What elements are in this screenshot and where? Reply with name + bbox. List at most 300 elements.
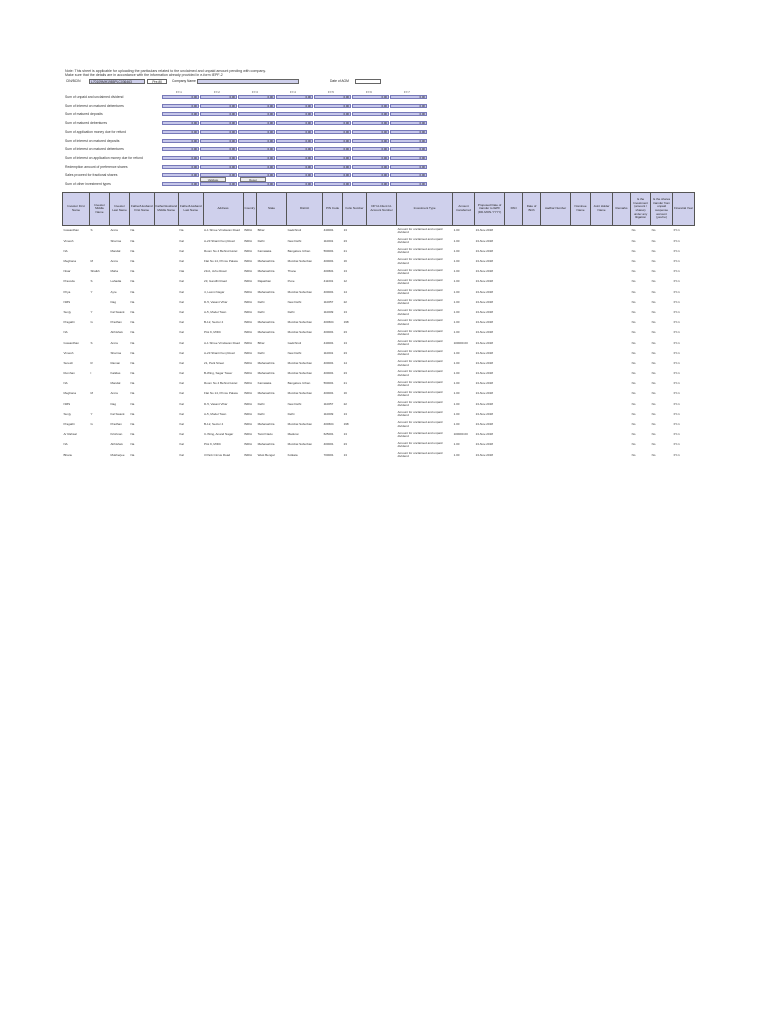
table-cell[interactable]: Na [130,401,135,406]
table-cell[interactable] [591,236,613,246]
table-cell[interactable]: Arora [110,391,118,396]
table-cell[interactable]: Room No 4 Behind Hotel [204,248,238,253]
table-cell[interactable]: No [651,360,656,365]
table-cell[interactable]: Mumbai Suburban [287,391,313,396]
table-cell[interactable] [571,308,591,318]
table-cell[interactable] [154,318,179,328]
table-cell[interactable]: Kal [179,340,184,345]
table-cell[interactable]: INDIA [244,309,253,314]
table-cell[interactable] [367,358,397,368]
table-cell[interactable]: Mandal [110,248,121,253]
table-cell[interactable]: 13-Nov-2018 [475,401,493,406]
table-cell[interactable] [523,287,541,297]
table-cell[interactable]: No [651,259,656,263]
table-cell[interactable] [541,420,571,430]
table-cell[interactable] [154,369,179,379]
table-cell[interactable]: Sharma [110,238,122,243]
table-cell[interactable] [541,287,571,297]
table-cell[interactable]: Bangalore Urban [287,381,311,386]
table-cell[interactable]: FY-1 [673,269,680,274]
table-cell[interactable]: G [90,320,93,325]
table-cell[interactable]: Maharashtra [257,422,275,426]
table-cell[interactable]: Delhi [257,309,265,314]
table-cell[interactable]: No [631,432,636,437]
table-cell[interactable]: No [651,411,656,416]
table-cell[interactable]: Mumbai Suburban [287,442,313,447]
table-cell[interactable]: No [651,289,656,294]
table-cell[interactable]: Kal [179,350,184,355]
table-cell[interactable]: No [631,259,636,263]
table-cell[interactable]: Mumbai Suburban [287,320,313,325]
table-cell[interactable] [367,267,397,277]
table-cell[interactable] [367,450,397,460]
table-cell[interactable]: INDIA [244,320,253,325]
table-cell[interactable] [591,430,613,440]
table-cell[interactable]: Rajasthan [257,279,272,284]
table-cell[interactable] [90,379,110,389]
table-cell[interactable]: Flat No 14, Prince Palace [204,259,239,263]
table-cell[interactable]: Bangalore Urban [287,248,311,253]
table-cell[interactable]: A-1 Shree Vrindavan Road [204,340,240,345]
table-cell[interactable]: Maharashtra [257,289,275,294]
table-cell[interactable]: 1.00 [453,309,460,314]
table-cell[interactable]: No [651,422,656,426]
table-cell[interactable]: No [631,238,636,243]
table-cell[interactable] [613,277,631,287]
table-cell[interactable]: M [90,259,93,263]
table-cell[interactable]: No [651,320,656,325]
table-cell[interactable]: 13-Nov-2018 [475,391,493,396]
table-cell[interactable]: Dag [110,401,117,406]
table-cell[interactable] [505,399,523,409]
table-cell[interactable]: Mumbai Suburban [287,422,313,426]
table-cell[interactable]: 13-Nov-2018 [475,432,493,437]
table-cell[interactable] [613,226,631,237]
table-cell[interactable] [591,257,613,267]
table-cell[interactable]: New Delhi [287,238,302,243]
table-cell[interactable]: Bhanu [63,452,73,457]
table-cell[interactable]: Krishnan [110,432,123,437]
table-cell[interactable] [367,379,397,389]
table-cell[interactable]: No [651,340,656,345]
table-cell[interactable] [571,328,591,338]
table-cell[interactable]: 13-Nov-2018 [475,411,493,416]
table-cell[interactable]: Gowardhan [63,228,80,233]
table-cell[interactable]: New Delhi [287,401,302,406]
table-cell[interactable]: No [651,309,656,314]
table-cell[interactable] [505,440,523,450]
table-cell[interactable]: INDIA [244,269,253,274]
table-cell[interactable]: 400001 [323,289,334,294]
table-cell[interactable]: NA [63,330,68,335]
table-cell[interactable] [541,348,571,358]
table-cell[interactable]: Nisar [63,269,71,274]
table-cell[interactable]: No [631,299,636,304]
table-cell[interactable] [613,328,631,338]
table-cell[interactable]: Maharashtra [257,259,275,263]
table-cell[interactable]: Maharashtra [257,442,275,447]
table-cell[interactable]: Kal [179,452,184,457]
table-cell[interactable]: FY-1 [673,228,680,233]
table-cell[interactable]: 400001 [323,330,334,335]
table-cell[interactable] [154,246,179,256]
table-cell[interactable]: Amount for unclaimed and unpaid dividend [397,349,443,357]
table-cell[interactable]: No [631,350,636,355]
table-cell[interactable]: No [651,238,656,243]
table-cell[interactable] [541,430,571,440]
table-cell[interactable]: 1.00 [453,442,460,447]
table-cell[interactable]: FY-1 [673,309,680,314]
table-cell[interactable] [90,236,110,246]
table-cell[interactable] [505,236,523,246]
table-cell[interactable]: Na [130,299,135,304]
table-cell[interactable]: INDIA [244,381,253,386]
table-cell[interactable]: 1.00 [453,371,460,376]
table-cell[interactable]: Karnataka [257,381,272,386]
table-cell[interactable] [591,379,613,389]
table-cell[interactable]: INDIA [244,330,253,335]
table-cell[interactable] [571,287,591,297]
table-cell[interactable]: Amount for unclaimed and unpaid dividend [397,450,443,459]
table-cell[interactable]: Kal [179,442,184,447]
table-cell[interactable]: FY-1 [673,340,680,345]
table-cell[interactable]: 411001 [323,279,334,284]
table-cell[interactable] [523,358,541,368]
table-cell[interactable] [367,328,397,338]
table-cell[interactable]: Y [90,411,93,416]
table-cell[interactable]: Na [130,309,135,314]
table-cell[interactable]: Meghana [63,391,77,396]
table-cell[interactable] [571,440,591,450]
table-cell[interactable] [523,338,541,348]
table-cell[interactable]: No [631,452,636,457]
table-cell[interactable]: 22 [343,299,347,304]
table-cell[interactable] [367,277,397,287]
table-cell[interactable]: Mumbai Suburban [287,330,313,335]
table-cell[interactable]: Pradhan [110,320,122,325]
table-cell[interactable] [541,267,571,277]
table-cell[interactable]: INDIA [244,391,253,396]
table-cell[interactable] [613,257,631,267]
table-cell[interactable]: Kal [179,289,184,294]
table-cell[interactable]: No [631,309,636,314]
table-cell[interactable]: Maharashtra [257,269,275,274]
table-cell[interactable]: INDIA [244,350,253,355]
table-cell[interactable] [367,409,397,419]
table-cell[interactable] [90,297,110,307]
table-cell[interactable] [591,358,613,368]
table-cell[interactable] [591,308,613,318]
table-cell[interactable]: Amount for unclaimed and unpaid dividend [397,328,443,336]
table-cell[interactable] [154,420,179,430]
table-cell[interactable]: B-12, Sector 4 [204,422,224,426]
table-cell[interactable]: 16 [343,391,347,396]
table-cell[interactable]: 1.00 [453,259,460,263]
table-cell[interactable]: No [631,381,636,386]
table-cell[interactable] [571,409,591,419]
table-cell[interactable]: Mumbai Suburban [287,259,313,263]
table-cell[interactable]: 13 [343,411,347,416]
table-cell[interactable] [154,236,179,246]
table-cell[interactable]: Na [130,411,135,416]
table-cell[interactable] [613,399,631,409]
table-cell[interactable] [571,267,591,277]
table-cell[interactable]: Amount for unclaimed and unpaid dividend [397,277,443,286]
table-cell[interactable] [541,277,571,287]
table-cell[interactable]: Amount for unclaimed and unpaid dividend [397,430,443,438]
table-cell[interactable]: Sharma [110,350,122,355]
table-cell[interactable] [541,409,571,419]
table-cell[interactable] [367,420,397,430]
table-cell[interactable]: 13 [343,269,347,274]
table-cell[interactable]: INDIA [244,452,253,457]
table-cell[interactable]: 1.00 [453,279,460,284]
table-cell[interactable] [613,358,631,368]
table-cell[interactable]: No [651,391,656,396]
table-cell[interactable]: Mumbai Suburban [287,360,313,365]
table-cell[interactable]: 13-Nov-2018 [475,442,493,447]
table-cell[interactable]: Maharashtra [257,360,275,365]
table-cell[interactable]: Na [130,422,135,426]
table-cell[interactable]: FY-1 [673,360,680,365]
table-cell[interactable]: FY-1 [673,452,680,457]
table-cell[interactable] [571,297,591,307]
table-cell[interactable] [541,399,571,409]
table-cell[interactable] [154,430,179,440]
table-cell[interactable] [505,328,523,338]
table-cell[interactable]: Mandal [110,381,121,386]
table-cell[interactable]: New Delhi [287,350,302,355]
table-cell[interactable]: Bihar [257,228,265,233]
table-cell[interactable]: No [651,371,656,376]
table-cell[interactable]: INDIA [244,248,253,253]
table-cell[interactable]: Y [90,289,93,294]
table-cell[interactable] [367,369,397,379]
table-cell[interactable] [505,389,523,399]
table-cell[interactable] [591,450,613,460]
table-cell[interactable]: Na [130,371,135,376]
table-cell[interactable]: 13-Nov-2018 [475,360,493,365]
table-cell[interactable]: FY-1 [673,248,680,253]
table-cell[interactable] [523,236,541,246]
table-cell[interactable] [571,420,591,430]
table-cell[interactable] [541,358,571,368]
table-cell[interactable]: Amount for unclaimed and unpaid dividend [397,359,443,367]
table-cell[interactable]: NA [63,248,68,253]
table-cell[interactable] [523,409,541,419]
table-cell[interactable]: 1.00 [453,248,460,253]
table-cell[interactable] [505,297,523,307]
table-cell[interactable]: FY-1 [673,279,680,284]
table-cell[interactable] [367,318,397,328]
table-cell[interactable]: Kal [179,299,184,304]
table-cell[interactable]: 400604 [323,320,334,325]
table-cell[interactable] [523,348,541,358]
table-cell[interactable]: 13-Nov-2018 [475,452,493,457]
table-cell[interactable]: 22 [343,401,347,406]
table-cell[interactable]: 23 [343,350,347,355]
table-cell[interactable]: Gadchiroli [287,340,302,345]
table-cell[interactable]: FY-1 [673,320,680,325]
table-cell[interactable]: 3 Park Circus Road [204,452,231,457]
table-cell[interactable]: Kal [179,391,184,396]
table-cell[interactable]: Abhishek [110,330,123,335]
table-cell[interactable]: Delhi [257,350,265,355]
table-cell[interactable]: A-23 Shanti Kunj Road [204,238,235,243]
table-cell[interactable] [613,430,631,440]
table-cell[interactable]: 560001 [323,381,334,386]
table-cell[interactable] [613,287,631,297]
table-cell[interactable] [523,399,541,409]
table-cell[interactable] [367,308,397,318]
table-cell[interactable]: No [631,228,636,233]
table-cell[interactable]: Na [130,289,135,294]
table-cell[interactable] [154,450,179,460]
table-cell[interactable]: Arora [110,340,118,345]
table-cell[interactable]: 625001 [323,432,334,437]
table-cell[interactable]: Amount for unclaimed and unpaid dividend [397,226,443,235]
table-cell[interactable] [541,389,571,399]
table-cell[interactable] [505,379,523,389]
table-cell[interactable]: Na [130,330,135,335]
table-cell[interactable]: 13-Nov-2018 [475,238,493,243]
table-cell[interactable] [154,308,179,318]
table-cell[interactable] [613,409,631,419]
table-cell[interactable] [154,399,179,409]
table-cell[interactable] [523,369,541,379]
table-cell[interactable]: Delhi [257,401,265,406]
table-cell[interactable]: INDIA [244,228,253,233]
table-cell[interactable]: Pune [287,279,295,284]
table-cell[interactable]: 23 [343,371,347,376]
table-cell[interactable] [505,338,523,348]
table-cell[interactable]: Kal [179,309,184,314]
table-cell[interactable]: 400001 [323,442,334,447]
table-cell[interactable]: Na [130,360,135,365]
table-cell[interactable] [505,420,523,430]
table-cell[interactable] [523,267,541,277]
table-cell[interactable]: Sunjy [63,309,72,314]
table-cell[interactable]: No [631,289,636,294]
table-cell[interactable]: No [651,452,656,457]
table-cell[interactable] [613,348,631,358]
table-cell[interactable] [591,277,613,287]
table-cell[interactable]: No [651,350,656,355]
table-cell[interactable]: No [631,360,636,365]
table-cell[interactable]: Maharashtra [257,371,275,376]
table-cell[interactable]: Na [130,238,135,243]
table-cell[interactable] [505,409,523,419]
table-cell[interactable]: 400001 [323,360,334,365]
table-cell[interactable]: 13-Nov-2018 [475,299,493,304]
table-cell[interactable] [90,348,110,358]
table-cell[interactable] [367,246,397,256]
table-cell[interactable]: 13-Nov-2018 [475,340,493,345]
table-cell[interactable]: 110009 [323,411,334,416]
table-cell[interactable] [613,440,631,450]
table-cell[interactable]: INDIA [244,299,253,304]
table-cell[interactable] [591,267,613,277]
table-cell[interactable]: Kal [179,330,184,335]
table-cell[interactable]: Meghana [63,259,77,263]
table-cell[interactable]: A-5, Model Town [204,411,227,416]
table-cell[interactable] [523,308,541,318]
table-cell[interactable] [613,236,631,246]
table-cell[interactable]: 23 [343,238,347,243]
table-cell[interactable] [541,226,571,237]
table-cell[interactable]: Fal Swank [110,411,125,416]
table-cell[interactable] [523,277,541,287]
table-cell[interactable]: Sunjy [63,411,72,416]
table-cell[interactable]: C-Wing, Anand Nagar [204,432,234,437]
table-cell[interactable]: 16 [343,259,347,263]
table-cell[interactable]: Kalidas [110,371,121,376]
table-cell[interactable] [505,257,523,267]
table-cell[interactable] [90,450,110,460]
table-cell[interactable]: NMS [63,299,71,304]
table-cell[interactable]: Maharashtra [257,330,275,335]
table-cell[interactable]: 700001 [323,452,334,457]
table-cell[interactable] [571,450,591,460]
company-name-input[interactable] [197,79,299,84]
table-cell[interactable] [154,297,179,307]
table-cell[interactable]: FY-1 [673,381,680,386]
table-cell[interactable]: 13 [343,228,347,233]
table-cell[interactable]: 1.00 [453,299,460,304]
table-cell[interactable]: 21 [343,381,347,386]
table-cell[interactable] [367,236,397,246]
table-cell[interactable] [613,267,631,277]
table-cell[interactable]: 14 [343,360,347,365]
table-cell[interactable]: 400001 [323,391,334,396]
table-cell[interactable]: Na [130,452,135,457]
table-cell[interactable]: Fal Swank [110,309,125,314]
table-cell[interactable]: Dag [110,299,117,304]
table-cell[interactable] [154,409,179,419]
table-cell[interactable]: Amount for unclaimed and unpaid dividend [397,338,443,347]
table-cell[interactable]: Raman [110,360,121,365]
table-cell[interactable]: FY-1 [673,442,680,447]
table-cell[interactable]: 13-Nov-2018 [475,320,493,325]
table-cell[interactable] [367,399,397,409]
table-cell[interactable]: 440001 [323,340,334,345]
table-cell[interactable]: Na [130,228,135,233]
table-cell[interactable]: No [631,340,636,345]
table-cell[interactable]: Mumbai Suburban [287,371,313,376]
table-cell[interactable]: Amount for unclaimed and unpaid dividend [397,257,443,265]
table-cell[interactable]: 13 [343,340,347,345]
table-cell[interactable]: 198 [343,320,349,325]
table-cell[interactable]: Na [130,279,135,284]
table-cell[interactable]: 110009 [323,309,334,314]
table-cell[interactable]: A-1 Shree Vrindavan Road [204,228,240,233]
table-cell[interactable] [571,236,591,246]
table-cell[interactable] [523,328,541,338]
table-cell[interactable]: 13-Nov-2018 [475,422,493,426]
prefill-button[interactable]: Pre-fill [147,79,167,84]
table-cell[interactable]: 1.00 [453,289,460,294]
table-cell[interactable]: 110001 [323,350,334,355]
table-cell[interactable]: 1.00 [453,320,460,325]
table-cell[interactable] [591,338,613,348]
table-cell[interactable]: 13-Nov-2018 [475,248,493,253]
table-cell[interactable]: Pravoda [63,279,75,284]
table-cell[interactable] [591,246,613,256]
table-cell[interactable] [367,257,397,267]
table-cell[interactable]: Delhi [257,238,265,243]
table-cell[interactable]: Amount for unclaimed and unpaid dividend [397,298,443,306]
table-cell[interactable]: 1.00 [453,360,460,365]
